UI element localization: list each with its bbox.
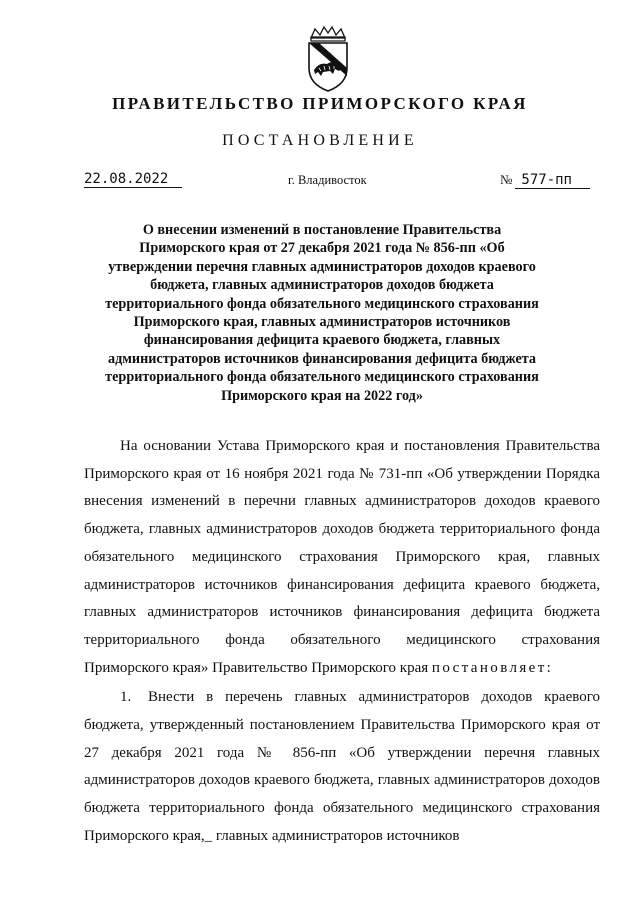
preamble-text: На основании Устава Приморского края и постановления Правительства Приморского края от 16 ноября 2021 года № 731-пп «Об утверждении Порядка внесения изменений в перечни главных администраторов доходов краевого бюджета, главных администраторов доходов бюджета территориального фонда обязательного медицинского страхования Приморского края, главных администраторов источников финансирования дефицита краевого бюджета, главных администраторов источников финансирования дефицита бюджета территориального фонда обязательного медицинского страхования Приморского края» Правительство Приморского края	[84, 438, 600, 676]
preamble-paragraph	[84, 433, 600, 682]
document-city: г. Владивосток	[288, 173, 367, 187]
item-text: Внести в перечень главных администраторов доходов краевого бюджета, утвержденный постановлением Правительства Приморского края от 27 декабря 2021 года № 856-пп «Об утверждении перечня главных администраторов доходов краевого бюджета, главных администраторов доходов бюджета территориального фонда обязательного медицинского страхования Приморского края,_ главных администраторов источников	[84, 689, 600, 844]
coat-of-arms-emblem	[299, 24, 357, 94]
shield-icon	[299, 24, 357, 94]
document-body	[84, 433, 600, 851]
item-paragraph	[84, 684, 600, 850]
organization-name: ПРАВИТЕЛЬСТВО ПРИМОРСКОГО КРАЯ	[112, 94, 528, 113]
document-date: 22.08.2022	[84, 172, 182, 188]
decree-word: постановляет:	[431, 659, 554, 676]
document-title: О внесении изменений в постановление Правительства Приморского края от 27 декабря 2021 года № 856-пп «Об утверждении перечня главных администраторов доходов краевого бюджета, главных администраторов доходов бюджета территориального фонда обязательного медицинского страхования Приморского края, главных администраторов источников финансирования дефицита краевого бюджета, главных администраторов источников финансирования дефицита бюджета территориального фонда обязательного медицинского страхования Приморского края на 2022 год»	[105, 222, 539, 404]
number-label: №	[500, 172, 513, 187]
document-number	[500, 172, 590, 189]
document-type: ПОСТАНОВЛЕНИЕ	[222, 132, 418, 149]
item-number: 1.	[120, 689, 132, 706]
number-value: 577-пп	[515, 173, 590, 189]
